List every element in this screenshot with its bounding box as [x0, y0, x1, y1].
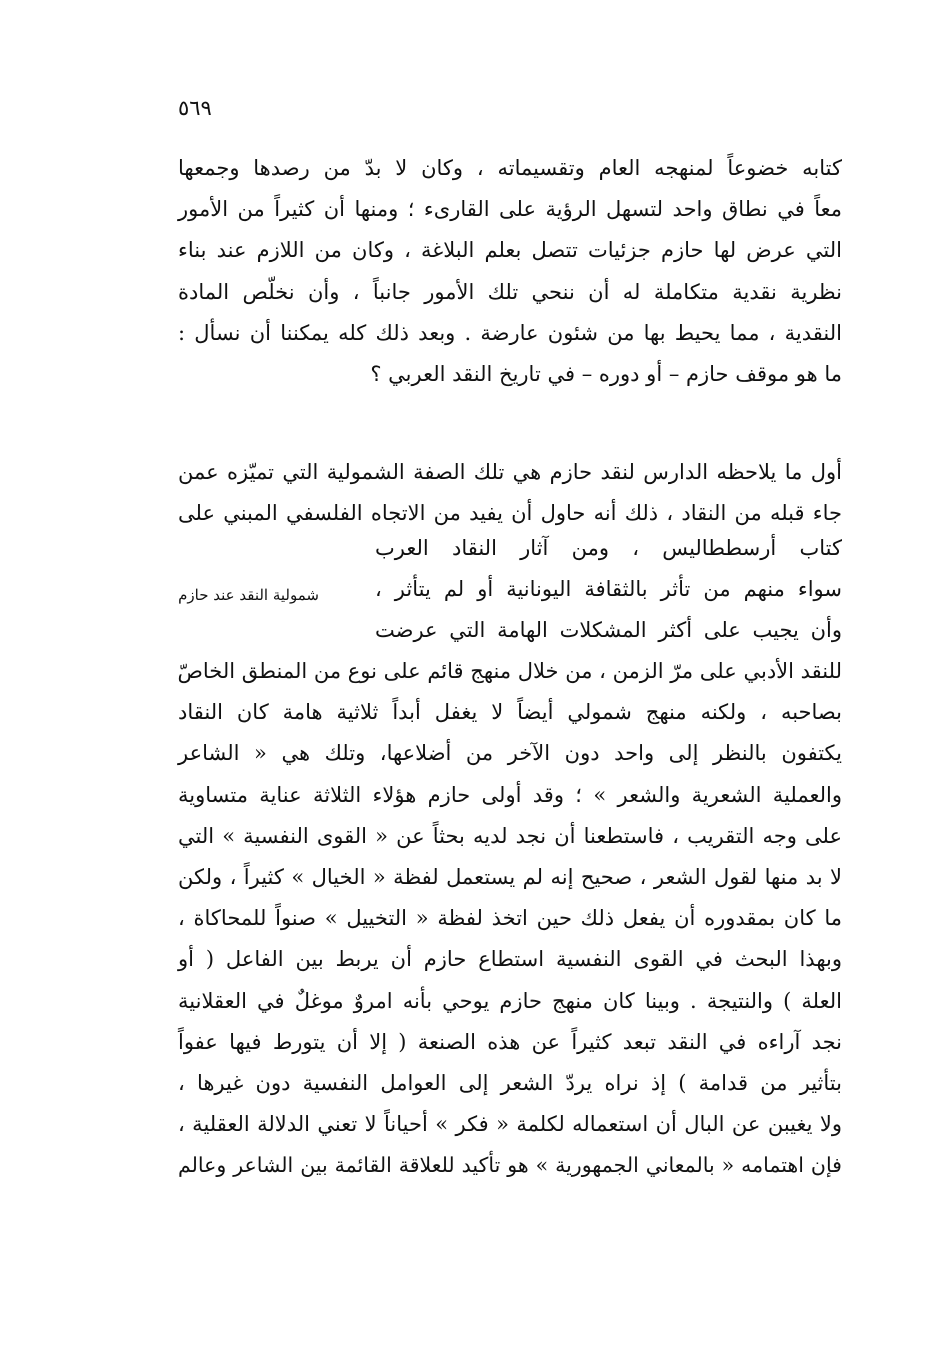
text-line: نظرية نقدية متكاملة له أن ننحي تلك الأمور جانباً ، وأن نخلّص المادة	[178, 279, 842, 304]
paragraph-2-bottom	[178, 651, 842, 1186]
page-number: ٥٦٩	[178, 96, 212, 120]
text-line: ما كان بمقدوره أن يفعل ذلك حين اتخذ لفظة « التخييل » صنواً للمحاكاة ،	[178, 906, 842, 931]
text-line: وبهذا البحث في القوى النفسية استطاع حازم أن يربط بين الفاعل ( أو	[178, 947, 842, 972]
text-line: النقدية ، مما يحيط بها من شئون عارضة . وبعد ذلك كله يمكننا أن نسأل :	[178, 320, 842, 345]
text-line: كتاب أرسططاليس ، ومن آثار النقاد العرب	[375, 536, 842, 560]
text-line: ولا يغيبن عن البال أن استعماله لكلمة « فكر » أحياناً لا تعني الدلالة العقلية ،	[178, 1112, 842, 1137]
paragraph-1	[178, 148, 842, 395]
text-line: التي عرض لها حازم جزئيات تتصل بعلم البلاغة ، وكان من اللازم عند بناء	[178, 238, 842, 263]
text-line: على وجه التقريب ، فاستطعنا أن نجد لديه بحثاً عن « القوى النفسية » التي	[178, 823, 842, 848]
text-line: نجد آراءه في النقد تبعد كثيراً عن هذه الصنعة ( إلا أن يتورط فيها عفواً	[178, 1029, 842, 1054]
text-line: بتأثير من قدامة ) إذ نراه يردّ الشعر إلى العوامل النفسية دون غيرها ،	[178, 1070, 842, 1095]
text-line: كتابه خضوعاً لمنهجه العام وتقسيماته ، وكان لا بدّ من رصدها وجمعها	[178, 156, 842, 180]
text-line: لا بد منها لقول الشعر ، صحيح إنه لم يستعمل لفظة « الخيال » كثيراً ، ولكن	[178, 864, 842, 889]
text-line: معاً في نطاق واحد لتسهل الرؤية على القارىء ؛ ومنها أن كثيراً من الأمور	[178, 197, 842, 222]
text-line: أول ما يلاحظه الدارس لنقد حازم هي تلك الصفة الشمولية التي تميّزه عمن	[178, 460, 842, 484]
text-line: جاء قبله من النقاد ، ذلك أنه حاول أن يفيد من الاتجاه الفلسفي المبني على	[178, 501, 842, 526]
text-line: سواء منهم من تأثر بالثقافة اليونانية أو لم يتأثر ،	[375, 577, 842, 601]
margin-note: شمولية النقد عند حازم	[178, 586, 319, 604]
paragraph-2-narrow	[375, 528, 842, 651]
text-line: العلة ) والنتيجة . وبينا كان منهج حازم يوحي بأنه امروٌ موغلٌ في العقلانية	[178, 988, 842, 1013]
text-line: بصاحبه ، ولكنه منهج شمولي أيضاً لا يغفل أبداً ثلاثية هامة كان النقاد	[178, 700, 842, 725]
text-line: ما هو موقف حازم – أو دوره – في تاريخ النقد العربي ؟	[370, 361, 842, 386]
paragraph-2-top	[178, 452, 842, 534]
text-line: يكتفون بالنظر إلى واحد دون الآخر من أضلاعها، وتلك هي « الشاعر	[178, 741, 842, 766]
text-line: وأن يجيب على أكثر المشكلات الهامة التي عرضت	[375, 618, 842, 642]
text-line: فإن اهتمامه « بالمعاني الجمهورية » هو تأكيد للعلاقة القائمة بين الشاعر وعالم	[178, 1153, 842, 1178]
text-line: للنقد الأدبي على مرّ الزمن ، من خلال منهج قائم على نوع من المنطق الخاصّ	[177, 659, 842, 683]
text-line: والعملية الشعرية والشعر » ؛ وقد أولى حازم هؤلاء الثلاثة عناية متساوية	[178, 782, 842, 807]
